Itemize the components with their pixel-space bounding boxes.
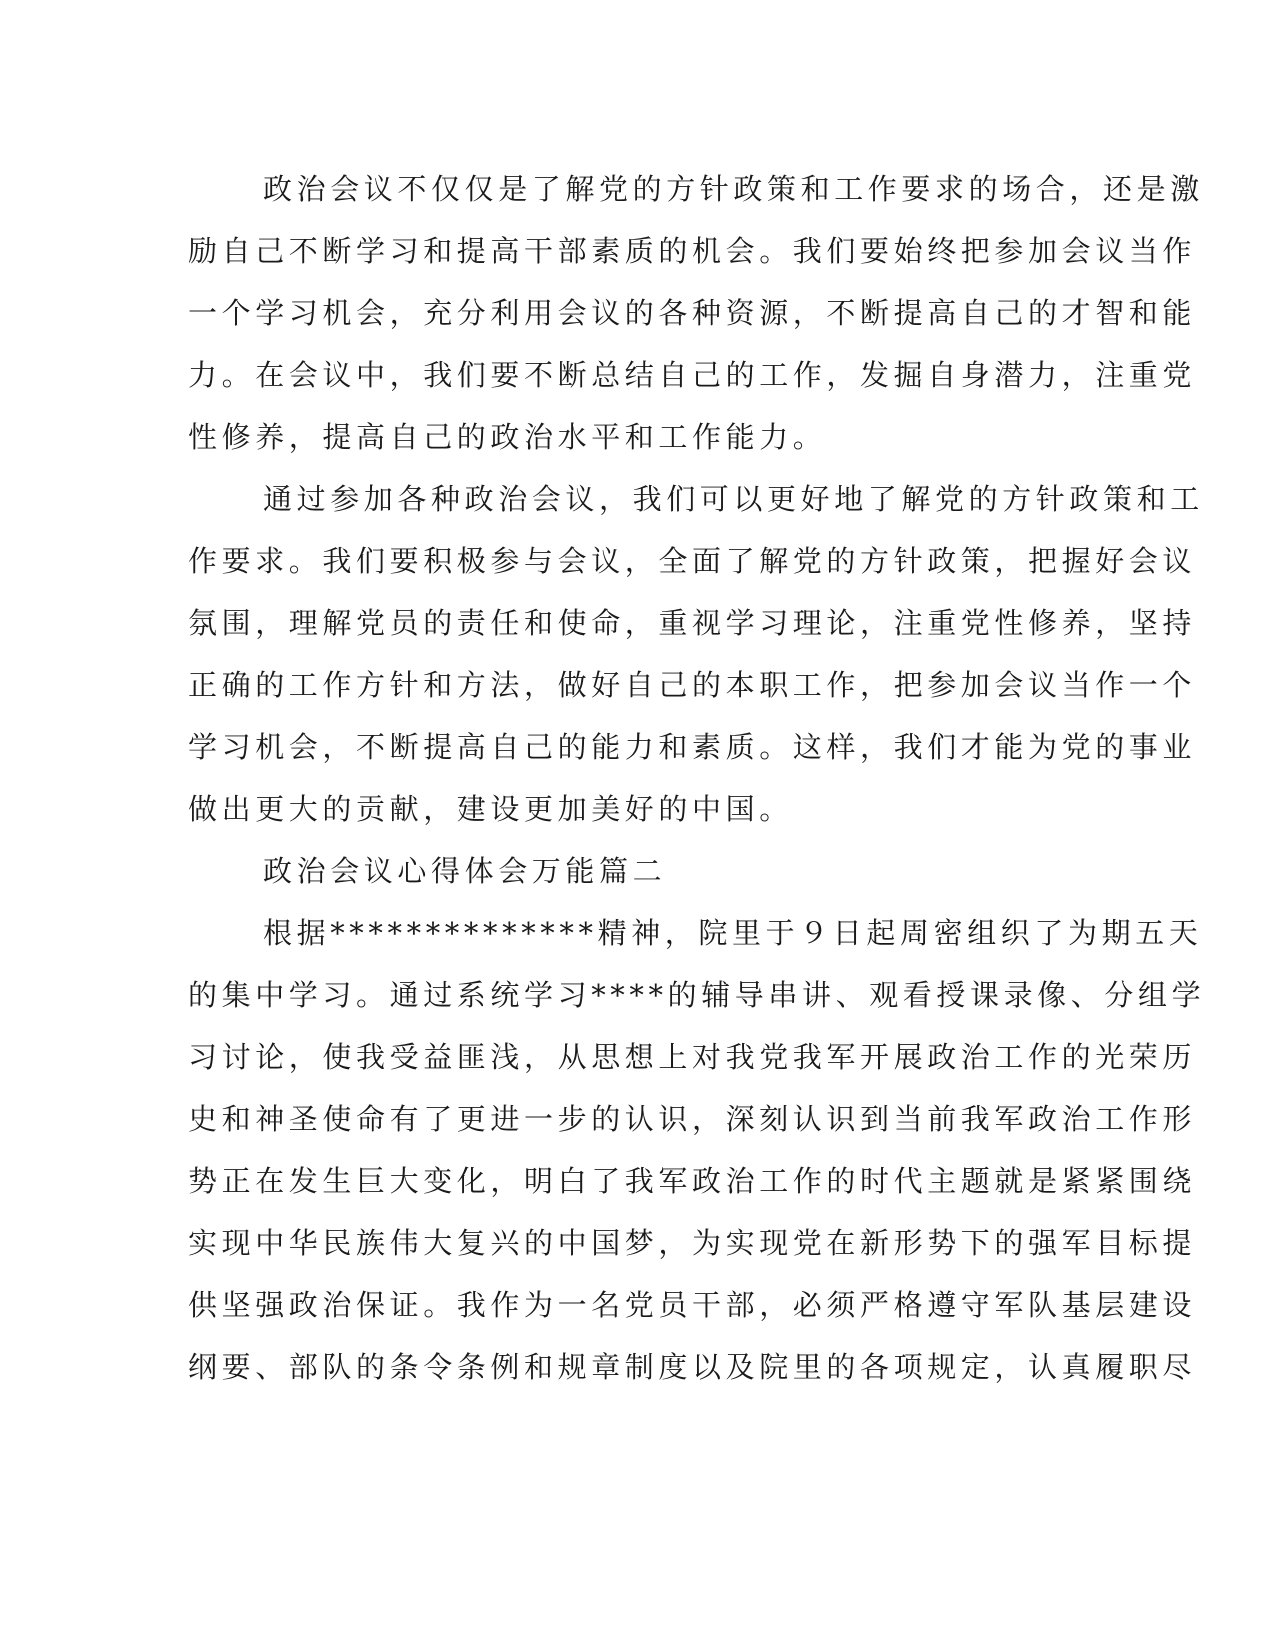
text-line: 供坚强政治保证。我作为一名党员干部，必须严格遵守军队基层建设 <box>188 1288 1197 1322</box>
text-line: 氛围，理解党员的责任和使命，重视学习理论，注重党性修养，坚持 <box>188 606 1197 640</box>
text-line: 正确的工作方针和方法，做好自己的本职工作，把参加会议当作一个 <box>188 668 1197 702</box>
heading-line: 政治会议心得体会万能篇二 <box>263 854 667 888</box>
text-line: 实现中华民族伟大复兴的中国梦，为实现党在新形势下的强军目标提 <box>188 1226 1197 1260</box>
text-line: 根据**************精神，院里于９日起周密组织了为期五天 <box>263 916 1203 950</box>
text-line: 作要求。我们要积极参与会议，全面了解党的方针政策，把握好会议 <box>188 544 1197 578</box>
section-heading <box>188 840 1068 902</box>
text-line: 力。在会议中，我们要不断总结自己的工作，发掘自身潜力，注重党 <box>188 358 1197 392</box>
text-line: 做出更大的贡献，建设更加美好的中国。 <box>188 792 793 826</box>
text-line: 政治会议不仅仅是了解党的方针政策和工作要求的场合，还是激 <box>263 172 1204 206</box>
text-line: 励自己不断学习和提高干部素质的机会。我们要始终把参加会议当作 <box>188 234 1197 268</box>
text-line: 纲要、部队的条令条例和规章制度以及院里的各项规定，认真履职尽 <box>188 1350 1197 1384</box>
paragraph-2 <box>188 468 1204 840</box>
document-body <box>188 158 1206 1398</box>
paragraph-3 <box>188 902 1206 1398</box>
text-line: 习讨论，使我受益匪浅，从思想上对我党我军开展政治工作的光荣历 <box>188 1040 1197 1074</box>
text-line: 势正在发生巨大变化，明白了我军政治工作的时代主题就是紧紧围绕 <box>188 1164 1197 1198</box>
text-line: 史和神圣使命有了更进一步的认识，深刻认识到当前我军政治工作形 <box>188 1102 1197 1136</box>
text-line: 一个学习机会，充分利用会议的各种资源，不断提高自己的才智和能 <box>188 296 1197 330</box>
paragraph-1 <box>188 158 1204 468</box>
text-line: 的集中学习。通过系统学习****的辅导串讲、观看授课录像、分组学 <box>188 978 1206 1012</box>
text-line: 通过参加各种政治会议，我们可以更好地了解党的方针政策和工 <box>263 482 1204 516</box>
text-line: 性修养，提高自己的政治水平和工作能力。 <box>188 420 827 454</box>
text-line: 学习机会，不断提高自己的能力和素质。这样，我们才能为党的事业 <box>188 730 1197 764</box>
